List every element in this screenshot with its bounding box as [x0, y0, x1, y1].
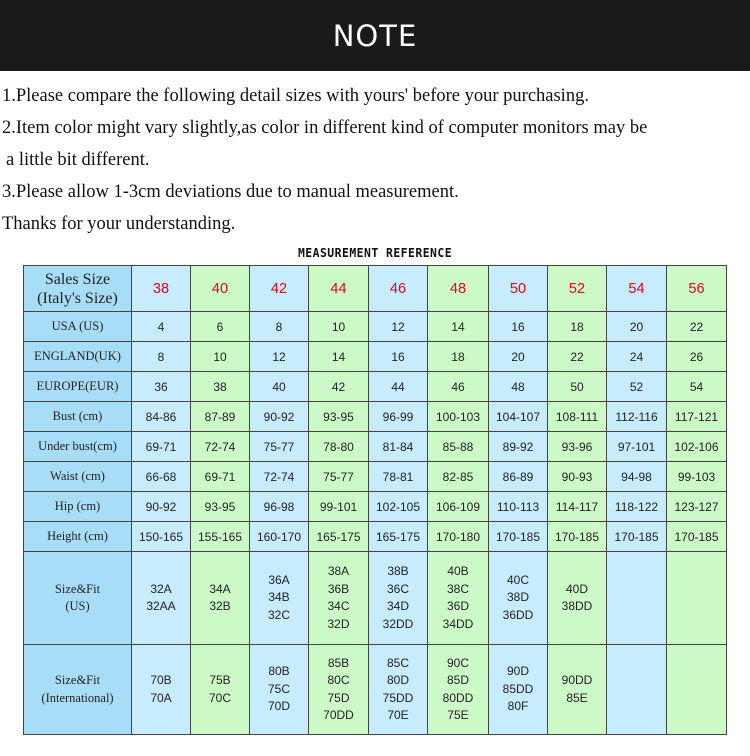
- size-fit-international-cell-line: 80F: [507, 699, 529, 714]
- measurement-cell: 170-185: [667, 522, 727, 552]
- size-fit-international-cell-line: 80D: [386, 673, 409, 687]
- size-header-row: [24, 266, 727, 312]
- note-line-3: 3.Please allow 1-3cm deviations due to manual measurement.: [2, 182, 459, 202]
- measurement-row: [24, 462, 727, 492]
- size-header-cell: 54: [607, 266, 667, 312]
- size-fit-international-cell: [428, 645, 489, 735]
- measurement-cell: 104-107: [489, 402, 548, 432]
- size-fit-international-cell-line: 90D: [506, 664, 529, 679]
- measurement-cell: 112-116: [607, 402, 667, 432]
- measurement-cell: 54: [667, 372, 727, 402]
- measurement-cell: 86-89: [489, 462, 548, 492]
- measurement-cell: 90-92: [132, 492, 191, 522]
- size-fit-us-cell-line: 36B: [327, 581, 350, 596]
- measurement-cell: 75-77: [309, 462, 369, 492]
- measurement-row: [24, 402, 727, 432]
- measurement-cell: 100-103: [428, 402, 489, 432]
- size-fit-us-cell: [191, 552, 250, 645]
- row-label: Bust (cm): [24, 402, 132, 432]
- measurement-row: [24, 312, 727, 342]
- size-fit-us-cell-line: 40B: [447, 564, 469, 578]
- measurement-cell: 170-185: [489, 522, 548, 552]
- measurement-cell: 8: [250, 312, 309, 342]
- size-fit-us-cell: [489, 552, 548, 645]
- size-fit-us-cell-line: 34DD: [442, 616, 474, 631]
- size-fit-us-cell-line: 40C: [506, 572, 529, 587]
- measurement-cell: 96-99: [369, 402, 428, 432]
- measurement-cell: 6: [191, 312, 250, 342]
- measurement-cell: 38: [191, 372, 250, 402]
- row-label: USA (US): [24, 312, 132, 342]
- measurement-cell: 50: [548, 372, 607, 402]
- measurement-cell: 170-185: [607, 522, 667, 552]
- size-fit-us-cell-line: 34C: [327, 599, 350, 613]
- size-fit-us-cell-line: 32AA: [146, 599, 176, 613]
- measurement-cell: 4: [132, 312, 191, 342]
- size-fit-us-cell: [607, 552, 667, 645]
- measurement-cell: 90-93: [548, 462, 607, 492]
- size-fit-us-cell-line: 36DD: [502, 607, 534, 622]
- size-fit-international-cell-line: 70A: [150, 690, 172, 705]
- measurement-cell: 93-95: [309, 402, 369, 432]
- size-fit-us-cell-line: 36D: [446, 599, 469, 613]
- size-header-cell: 42: [250, 266, 309, 312]
- size-fit-international-cell-line: 80C: [327, 673, 350, 687]
- size-fit-international-cell-line: 75B: [209, 673, 231, 687]
- row-label: Hip (cm): [24, 492, 132, 522]
- size-fit-international-cell: [489, 645, 548, 735]
- measurement-cell: 18: [428, 342, 489, 372]
- size-fit-international-cell-line: 85B: [327, 655, 350, 670]
- measurement-cell: 22: [667, 312, 727, 342]
- size-fit-us-cell-line: 32A: [150, 581, 172, 596]
- size-fit-us-cell-line: 34D: [386, 599, 409, 613]
- measurement-cell: 72-74: [191, 432, 250, 462]
- notes-block: [2, 80, 748, 240]
- size-fit-international-cell: [132, 645, 191, 735]
- size-fit-international-cell: [607, 645, 667, 735]
- measurement-cell: 52: [607, 372, 667, 402]
- size-fit-international-cell-line: 90DD: [561, 673, 593, 687]
- note-line-2: 2.Item color might vary slightly,as color in different kind of computer monitors may be: [2, 118, 648, 138]
- measurement-cell: 78-81: [369, 462, 428, 492]
- size-fit-international-cell-line: 70B: [150, 673, 172, 687]
- measurement-cell: 118-122: [607, 492, 667, 522]
- measurement-cell: 75-77: [250, 432, 309, 462]
- size-header-cell: 46: [369, 266, 428, 312]
- sales-size-label: [24, 266, 132, 312]
- row-label: ENGLAND(UK): [24, 342, 132, 372]
- measurement-cell: 12: [369, 312, 428, 342]
- measurement-cell: 26: [667, 342, 727, 372]
- measurement-cell: 66-68: [132, 462, 191, 492]
- measurement-cell: 78-80: [309, 432, 369, 462]
- size-fit-us-label-line: Size&Fit: [54, 581, 101, 596]
- size-fit-us-label: [24, 552, 132, 645]
- size-fit-us-cell-line: 32D: [327, 616, 350, 631]
- size-fit-us-row: [24, 552, 727, 645]
- measurement-cell: 14: [309, 342, 369, 372]
- measurement-cell: 85-88: [428, 432, 489, 462]
- size-header-cell: 38: [132, 266, 191, 312]
- table-title: MEASUREMENT REFERENCE: [297, 246, 453, 260]
- size-fit-international-cell-line: 75C: [267, 681, 290, 696]
- size-fit-us-cell-line: 38B: [387, 564, 409, 578]
- measurement-cell: 89-92: [489, 432, 548, 462]
- size-fit-international-cell-line: 75D: [327, 690, 350, 705]
- size-fit-us-cell-line: 34A: [209, 581, 231, 596]
- measurement-cell: 123-127: [667, 492, 727, 522]
- measurement-cell: 108-111: [548, 402, 607, 432]
- size-fit-international-cell-line: 80DD: [442, 690, 474, 705]
- size-fit-us-cell: [250, 552, 309, 645]
- measurement-cell: 102-105: [369, 492, 428, 522]
- note-line-4: Thanks for your understanding.: [2, 214, 236, 234]
- size-fit-international-cell: [250, 645, 309, 735]
- size-fit-international-cell-line: 70E: [387, 708, 409, 722]
- size-fit-us-cell-line: 38DD: [561, 599, 593, 613]
- measurement-cell: 8: [132, 342, 191, 372]
- measurement-cell: 114-117: [548, 492, 607, 522]
- measurement-cell: 165-175: [309, 522, 369, 552]
- size-fit-international-cell: [369, 645, 428, 735]
- measurement-cell: 170-185: [548, 522, 607, 552]
- measurement-cell: 150-165: [132, 522, 191, 552]
- size-fit-us-cell-line: 32DD: [382, 616, 414, 631]
- row-label: EUROPE(EUR): [24, 372, 132, 402]
- measurement-cell: 102-106: [667, 432, 727, 462]
- note-title: NOTE: [332, 18, 418, 53]
- size-fit-international-cell: [191, 645, 250, 735]
- measurement-cell: 96-98: [250, 492, 309, 522]
- size-fit-us-cell-line: 38A: [327, 564, 350, 578]
- measurement-cell: 12: [250, 342, 309, 372]
- size-fit-us-cell: [428, 552, 489, 645]
- measurement-cell: 69-71: [132, 432, 191, 462]
- note-line-1: 1.Please compare the following detail sizes with yours' before your purchasing.: [2, 86, 589, 106]
- size-header-cell: 44: [309, 266, 369, 312]
- size-fit-international-cell-line: 70C: [208, 690, 231, 705]
- size-fit-international-cell: [309, 645, 369, 735]
- measurement-cell: 81-84: [369, 432, 428, 462]
- size-fit-us-cell: [369, 552, 428, 645]
- measurement-cell: 24: [607, 342, 667, 372]
- size-fit-international-cell-line: 85DD: [502, 681, 534, 696]
- size-fit-us-cell: [132, 552, 191, 645]
- measurement-cell: 16: [489, 312, 548, 342]
- size-fit-international-cell-line: 80B: [268, 664, 290, 679]
- row-label: Waist (cm): [24, 462, 132, 492]
- size-header-cell: 50: [489, 266, 548, 312]
- measurement-cell: 110-113: [489, 492, 548, 522]
- measurement-cell: 93-96: [548, 432, 607, 462]
- measurement-cell: 117-121: [667, 402, 727, 432]
- size-fit-international-cell-line: 85E: [566, 690, 588, 705]
- size-fit-international-cell-line: 70D: [267, 699, 290, 714]
- measurement-cell: 165-175: [369, 522, 428, 552]
- measurement-row: [24, 432, 727, 462]
- measurement-row: [24, 492, 727, 522]
- size-fit-us-cell-line: 38C: [446, 581, 469, 596]
- size-header-cell: 40: [191, 266, 250, 312]
- size-fit-us-cell: [309, 552, 369, 645]
- row-label: Height (cm): [24, 522, 132, 552]
- measurement-cell: 22: [548, 342, 607, 372]
- measurement-cell: 14: [428, 312, 489, 342]
- measurement-cell: 40: [250, 372, 309, 402]
- measurement-cell: 36: [132, 372, 191, 402]
- size-fit-us-cell: [667, 552, 727, 645]
- size-fit-international-cell-line: 75E: [447, 708, 469, 722]
- measurement-cell: 99-101: [309, 492, 369, 522]
- measurement-row: [24, 522, 727, 552]
- size-fit-us-cell-line: 32B: [209, 599, 231, 613]
- measurement-cell: 18: [548, 312, 607, 342]
- size-fit-international-label-line: (International): [41, 690, 114, 705]
- measurement-cell: 72-74: [250, 462, 309, 492]
- size-fit-us-cell-line: 40D: [565, 581, 588, 596]
- size-fit-us-label-line: (US): [65, 599, 90, 613]
- size-fit-us-cell-line: 36C: [386, 581, 409, 596]
- measurement-cell: 10: [191, 342, 250, 372]
- size-fit-international-cell-line: 85C: [386, 655, 409, 670]
- measurement-cell: 42: [309, 372, 369, 402]
- row-label: Under bust(cm): [24, 432, 132, 462]
- size-fit-international-label-line: Size&Fit: [54, 673, 101, 687]
- size-fit-international-cell-line: 75DD: [382, 690, 414, 705]
- measurement-cell: 20: [607, 312, 667, 342]
- size-fit-us-cell: [548, 552, 607, 645]
- note-line-2-continued: a little bit different.: [6, 150, 150, 170]
- measurement-cell: 87-89: [191, 402, 250, 432]
- size-table: [23, 265, 727, 735]
- size-fit-international-cell-line: 90C: [446, 655, 469, 670]
- measurement-cell: 160-170: [250, 522, 309, 552]
- measurement-row: [24, 372, 727, 402]
- size-fit-international-row: [24, 645, 727, 735]
- measurement-cell: 93-95: [191, 492, 250, 522]
- measurement-cell: 170-180: [428, 522, 489, 552]
- size-fit-international-cell-line: 70DD: [323, 708, 354, 722]
- size-fit-international-cell: [548, 645, 607, 735]
- measurement-cell: 84-86: [132, 402, 191, 432]
- measurement-cell: 16: [369, 342, 428, 372]
- measurement-cell: 69-71: [191, 462, 250, 492]
- sales-size-label-line: Sales Size: [44, 270, 111, 288]
- size-fit-us-cell-line: 38D: [506, 590, 529, 605]
- measurement-cell: 90-92: [250, 402, 309, 432]
- measurement-cell: 48: [489, 372, 548, 402]
- measurement-cell: 82-85: [428, 462, 489, 492]
- measurement-cell: 20: [489, 342, 548, 372]
- measurement-cell: 106-109: [428, 492, 489, 522]
- size-fit-international-cell-line: 85D: [446, 673, 469, 687]
- size-fit-us-cell-line: 32C: [267, 607, 290, 622]
- size-header-cell: 48: [428, 266, 489, 312]
- size-header-cell: 56: [667, 266, 727, 312]
- measurement-cell: 97-101: [607, 432, 667, 462]
- size-fit-us-cell-line: 34B: [268, 590, 290, 605]
- measurement-cell: 46: [428, 372, 489, 402]
- size-fit-us-cell-line: 36A: [268, 572, 290, 587]
- size-header-cell: 52: [548, 266, 607, 312]
- measurement-cell: 10: [309, 312, 369, 342]
- note-header-bar: [0, 0, 750, 71]
- measurement-cell: 99-103: [667, 462, 727, 492]
- measurement-cell: 44: [369, 372, 428, 402]
- measurement-cell: 94-98: [607, 462, 667, 492]
- measurement-cell: 155-165: [191, 522, 250, 552]
- size-fit-international-cell: [667, 645, 727, 735]
- measurement-row: [24, 342, 727, 372]
- sales-size-label-line: (Italy's Size): [37, 289, 118, 307]
- size-fit-international-label: [24, 645, 132, 735]
